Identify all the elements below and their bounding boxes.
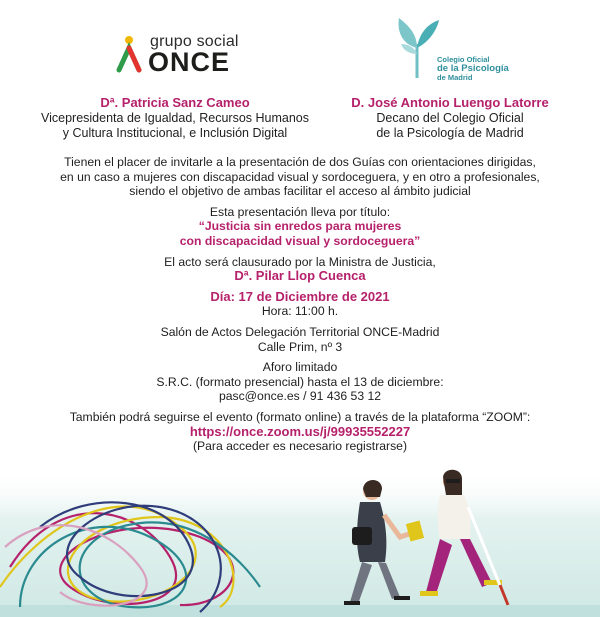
event-date: Día: 17 de Diciembre de 2021 <box>210 288 390 304</box>
cop-line-3: de Madrid <box>437 73 473 82</box>
cop-line-1: Colegio Oficial <box>437 55 490 64</box>
event-time: Hora: 11:00 h. <box>261 304 339 319</box>
host-right <box>320 95 580 141</box>
cop-logo <box>395 10 515 80</box>
host-left-name: Dª. Patricia Sanz Cameo <box>100 95 250 110</box>
cop-leaf-icon <box>395 14 443 80</box>
footer-background <box>0 467 600 617</box>
title-intro: Esta presentación lleva por título: <box>209 204 391 219</box>
host-right-role-1: Decano del Colegio Oficial <box>376 111 524 125</box>
minister-name: Dª. Pilar Llop Cuenca <box>234 268 366 284</box>
host-left-role-1: Vicepresidenta de Igualdad, Recursos Humanos <box>41 111 309 125</box>
invite-line-3: siendo el objetivo de ambas facilitar el acceso al ámbito judicial <box>129 184 471 199</box>
zoom-link[interactable]: https://once.zoom.us/j/99935552227 <box>189 423 411 439</box>
once-figure-icon <box>116 34 148 74</box>
floor-stripe <box>0 605 600 617</box>
invitation-body <box>20 155 580 454</box>
booking-deadline: S.R.C. (formato presencial) hasta el 13 de diciembre: <box>156 374 444 389</box>
registration-note: (Para acceder es necesario registrarse) <box>192 439 408 454</box>
host-right-role-2: de la Psicología de Madrid <box>376 126 524 140</box>
cop-logo-text <box>437 56 517 82</box>
booking-contact[interactable]: pasc@once.es / 91 436 53 12 <box>218 389 382 404</box>
booking-capacity: Aforo limitado <box>262 360 338 375</box>
guide-title-line-2: con discapacidad visual y sordoceguera” <box>179 233 421 248</box>
cop-line-2: de la Psicología <box>437 63 509 74</box>
once-logo-subtitle: grupo social <box>150 33 239 50</box>
invite-line-2: en un caso a mujeres con discapacidad visual y sordoceguera, y en otro a profesionales, <box>60 169 540 184</box>
once-logo-title: ONCE <box>148 47 231 77</box>
guide-title-line-1: “Justicia sin enredos para mujeres <box>198 219 402 234</box>
footer-illustration <box>0 467 600 617</box>
host-right-name: D. José Antonio Luengo Latorre <box>351 95 549 110</box>
closing-line: El acto será clausurado por la Ministra de Justicia, <box>164 254 436 269</box>
event-address: Calle Prim, nº 3 <box>257 339 343 354</box>
host-left <box>40 95 310 141</box>
once-logo <box>116 30 246 78</box>
host-left-role-2: y Cultura Institucional, e Inclusión Digital <box>62 126 288 140</box>
online-info: También podrá seguirse el evento (formato online) a través de la plataforma “ZOOM”: <box>69 409 531 424</box>
event-venue: Salón de Actos Delegación Territorial ONCE-Madrid <box>160 324 440 339</box>
invite-line-1: Tienen el placer de invitarle a la presentación de dos Guías con orientaciones dirigidas, <box>64 155 536 169</box>
